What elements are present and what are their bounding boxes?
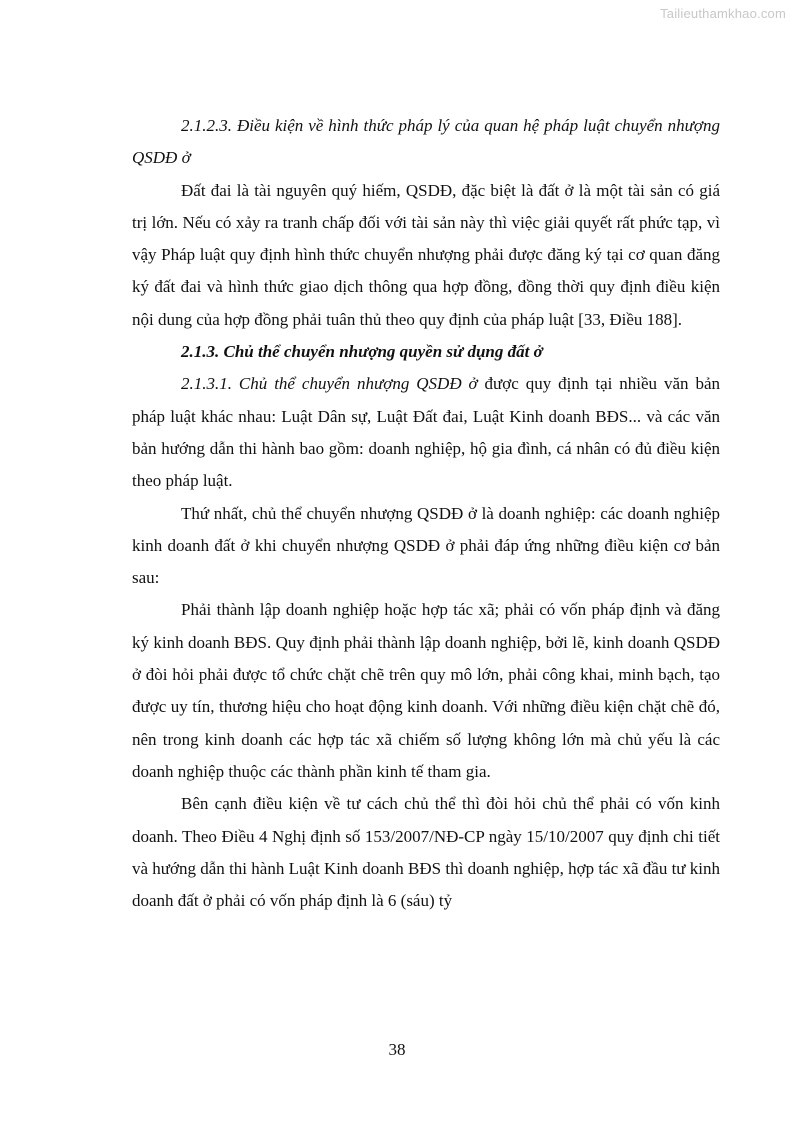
paragraph-3: Thứ nhất, chủ thể chuyển nhượng QSDĐ ở là doanh nghiệp: các doanh nghiệp kinh doanh đất ở khi chuyển nhượng QSDĐ ở phải đáp ứng những điều kiện cơ bản sau: — [132, 503, 720, 588]
section-heading-2-1-2-3: 2.1.2.3. Điều kiện về hình thức pháp lý của quan hệ pháp luật chuyển nhượng QSDĐ ở — [132, 116, 720, 168]
paragraph-4: Phải thành lập doanh nghiệp hoặc hợp tác xã; phải có vốn pháp định và đăng ký kinh doanh BĐS. Quy định phải thành lập doanh nghiệp, bởi lẽ, kinh doanh QSDĐ ở đòi hỏi phải được tổ chức chặt chẽ trên quy mô lớn, phải công khai, minh bạch, tạo được uy tín, thương hiệu cho hoạt động kinh doanh. Với những điều kiện chặt chẽ đó, nên trong kinh doanh các hợp tác xã chiếm số lượng không lớn mà chủ yếu là các doanh nghiệp thuộc các thành phần kinh tế tham gia. — [132, 600, 720, 781]
watermark: Tailieuthamkhao.com — [660, 6, 786, 21]
page-number: 38 — [388, 1040, 406, 1059]
paragraph-2-text: được quy định tại nhiều văn bản pháp luật khác nhau: Luật Dân sự, Luật Đất đai, Luật Kinh doanh BĐS... và các văn bản hướng dẫn thi hành bao gồm: doanh nghiệp, hộ gia đình, cá nhân có đủ điều kiện theo pháp luật. — [132, 374, 721, 491]
document-body — [132, 110, 720, 917]
paragraph-2 — [132, 368, 720, 497]
paragraph-1: Đất đai là tài nguyên quý hiếm, QSDĐ, đặc biệt là đất ở là một tài sản có giá trị lớn. Nếu có xảy ra tranh chấp đối với tài sản này thì việc giải quyết rất phức tạp, vì vậy Pháp luật quy định hình thức chuyển nhượng phải được đăng ký tại cơ quan đăng ký đất đai và hình thức giao dịch thông qua hợp đồng, đồng thời quy định điều kiện nội dung của hợp đồng phải tuân thủ theo quy định của pháp luật [33, Điều 188]. — [132, 180, 720, 329]
section-heading-2-1-3: 2.1.3. Chủ thể chuyển nhượng quyền sử dụng đất ở — [181, 342, 543, 362]
paragraph-5: Bên cạnh điều kiện về tư cách chủ thể thì đòi hỏi chủ thể phải có vốn kinh doanh. Theo Điều 4 Nghị định số 153/2007/NĐ-CP ngày 15/10/2007 quy định chi tiết và hướng dẫn thi hành Luật Kinh doanh BĐS thì doanh nghiệp, hợp tác xã đầu tư kinh doanh đất ở phải có vốn pháp định là 6 (sáu) tỷ — [132, 794, 720, 911]
subsection-lead-2-1-3-1: 2.1.3.1. Chủ thể chuyển nhượng QSDĐ ở — [181, 374, 478, 394]
